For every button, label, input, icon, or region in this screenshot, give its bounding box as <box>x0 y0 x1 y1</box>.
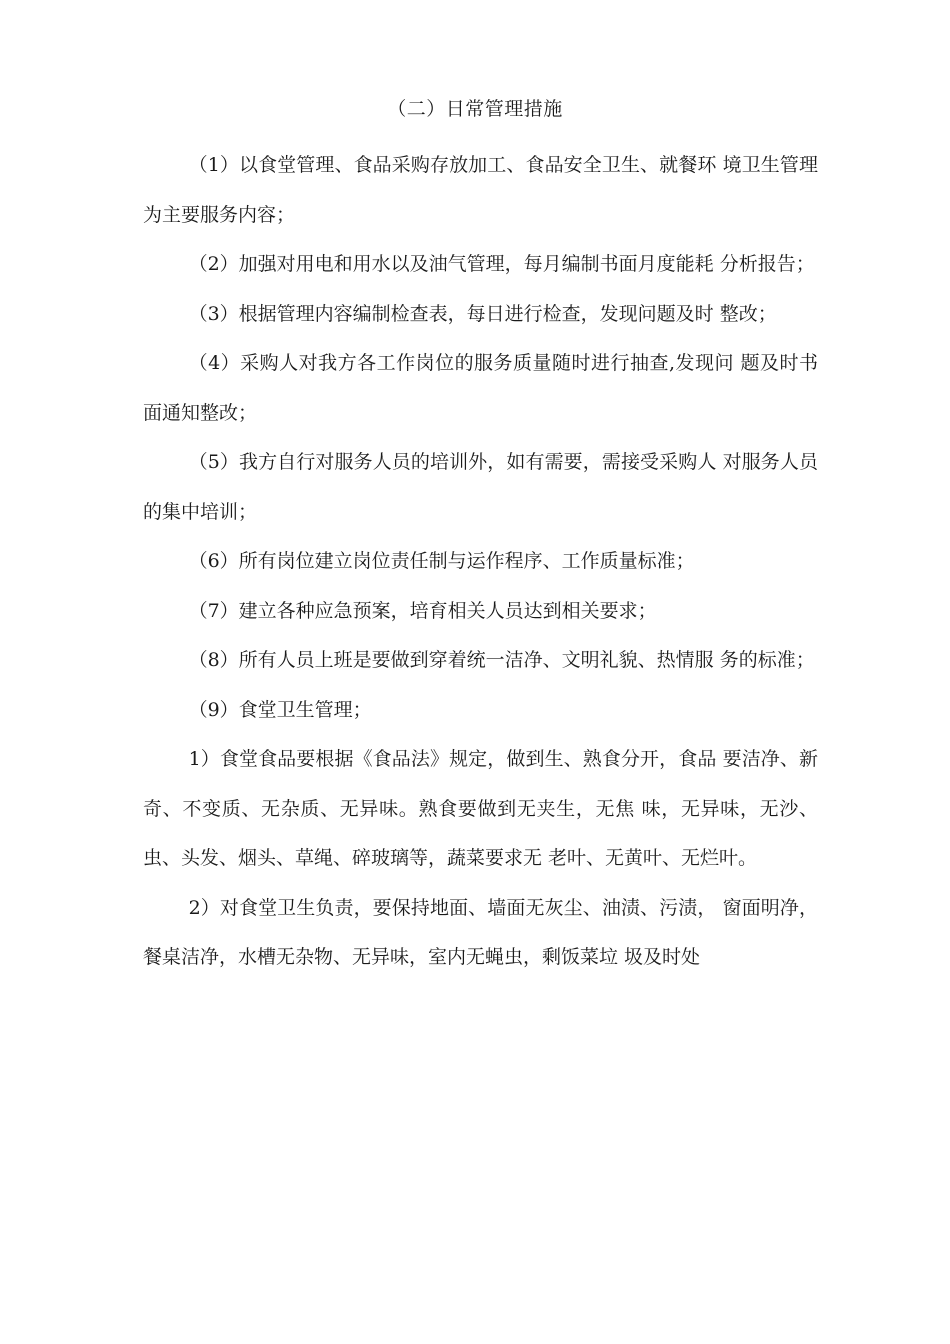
paragraph-item-4: （4）采购人对我方各工作岗位的服务质量随时进行抽查,发现问 题及时书面通知整改； <box>143 352 818 424</box>
paragraph-item-3: （3）根据管理内容编制检查表，每日进行检查，发现问题及时 整改； <box>188 302 777 325</box>
paragraph-item-1: （1）以食堂管理、食品采购存放加工、食品安全卫生、就餐环 境卫生管理为主要服务内容； <box>143 154 818 226</box>
paragraph-subitem-1: 1）食堂食品要根据《食品法》规定，做到生、熟食分开，食品 要洁净、新奇、不变质、无杂质、无异味。熟食要做到无夹生，无焦 味，无异味，无沙、虫、头发、烟头、草绳、碎玻璃等，蔬菜要求无 老叶、无黄叶、无烂叶。 <box>143 748 818 869</box>
paragraph-item-8: （8）所有人员上班是要做到穿着统一洁净、文明礼貌、热情服 务的标准； <box>188 649 815 671</box>
paragraph-item-5: （5）我方自行对服务人员的培训外，如有需要，需接受采购人 对服务人员的集中培训； <box>143 451 818 523</box>
paragraph-item-2: （2）加强对用电和用水以及油气管理，每月编制书面月度能耗 分析报告； <box>188 253 815 275</box>
paragraph-item-9: （9）食堂卫生管理； <box>188 698 372 721</box>
section-heading: （二）日常管理措施 <box>387 98 563 120</box>
paragraph-item-6: （6）所有岗位建立岗位责任制与运作程序、工作质量标准； <box>188 550 695 572</box>
paragraph-subitem-2: 2）对食堂卫生负责，要保持地面、墙面无灰尘、油渍、污渍， 窗面明净，餐桌洁净，水槽无杂物、无异味，室内无蝇虫，剩饭菜垃 圾及时处 <box>143 896 818 968</box>
paragraph-item-7: （7）建立各种应急预案，培育相关人员达到相关要求； <box>188 599 657 622</box>
document-body <box>143 141 818 983</box>
